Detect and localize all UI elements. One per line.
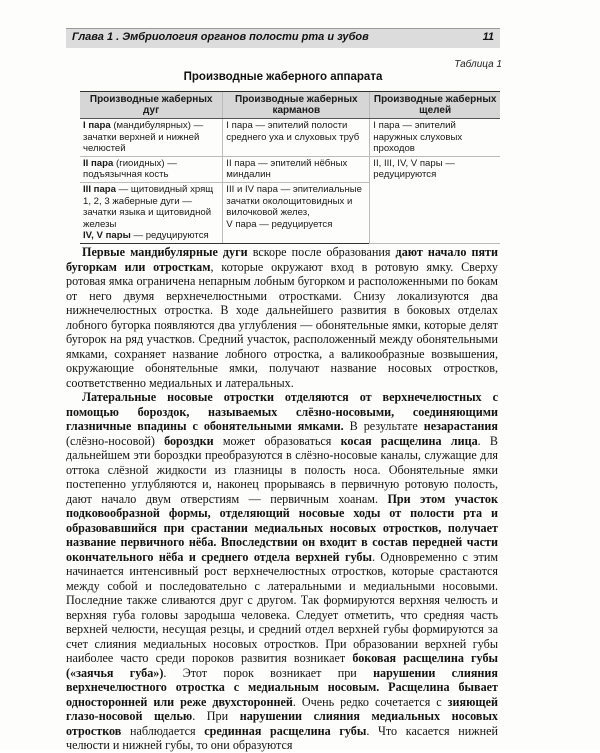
chapter-title: Глава 1 . Эмбриология органов полости рта и зубов <box>72 31 369 43</box>
table-cell <box>223 182 370 243</box>
cell-text: V пара — редуцируется <box>226 218 333 230</box>
cell-bold-label: II пара <box>83 157 114 169</box>
bold-run: нарушении слияния медиальных носовых отростков <box>66 709 498 738</box>
text-run: . В дальнейшем эти бороздки преобразуются в слёзно-носовые каналы, служащие для оттока слёзной жидкости из глазницы в полость носа. Обонятельные ямки постепенно углубляются и, наконец прорываясь в первичную ротовую полость, дают начало двум отверстиям — первичным хоанам. <box>66 433 498 506</box>
cell-text: — редуцируются <box>133 230 209 242</box>
table-cell <box>80 119 223 157</box>
bold-run: дают начало пяти бугоркам или отросткам <box>66 245 498 274</box>
text-run: В результате <box>343 419 424 433</box>
text-run: . Этот порок возникает при <box>163 665 374 680</box>
table-row <box>80 156 500 182</box>
table-cell: I пара — эпителий наружных слуховых проходов <box>370 119 500 157</box>
cell-bold-label: I пара <box>83 120 111 131</box>
paragraph <box>66 390 498 753</box>
table-cell: II пара — эпителий нёбных миндалин <box>223 156 370 182</box>
page-number: 11 <box>482 31 494 43</box>
table-cell <box>80 182 223 243</box>
cell-text: (мандибулярных) — зачатки верхней и нижней челюстей <box>83 120 204 155</box>
bold-run: боковая расщелина губы («заячья губа») <box>66 651 498 680</box>
bold-run: Латеральные носовые отростки отделяются от верхнечелюстных с помощью бороздок, называемых слёзно-носовыми, соединяющими глазничные впадины с обонятельными ямками. <box>66 390 498 433</box>
cell-bold-label: IV, V пары <box>83 230 131 242</box>
table-cell <box>80 156 223 182</box>
text-run: наблюдается <box>121 723 205 738</box>
text-run: . Что касается нижней челюсти и нижней губы, то они образуются <box>66 723 498 752</box>
cell-text: — щитовидный хрящ 1, 2, 3 жаберные дуги — зачатки языка и щитовидной железы <box>83 183 214 230</box>
column-header: Производные жаберных щелей <box>370 92 500 119</box>
cell-text: (гиоидных) — подъязычная кость <box>83 157 177 181</box>
cell-bold-label: III пара <box>83 183 116 195</box>
bold-run: зияющей глазо-носовой щелью <box>66 694 498 723</box>
table-cell: I пара — эпителий полости среднего уха и слуховых труб <box>223 119 370 157</box>
running-header <box>66 28 500 48</box>
bold-run: Первые мандибулярные дуги <box>82 245 248 259</box>
bold-run: При этом участок подковообразной формы, отделяющий носовые ходы от полости рта и образовавшийся при срастании медиальных носовых отростков, получает название первичного нёба. Впоследствии он входит в состав передней части окончательного нёба и среднего отдела верхней губы <box>66 491 498 564</box>
text-run: . Очень редко сочетается с <box>292 694 448 709</box>
bold-run: бороздки <box>164 433 214 448</box>
text-run: . При <box>192 709 240 723</box>
column-header: Производные жаберных дуг <box>80 92 223 119</box>
text-run: может образоваться <box>213 433 341 448</box>
bold-run: срединная расщелина губы <box>204 723 367 738</box>
bold-run: косая расщелина лица <box>340 433 478 448</box>
text-run: . Одновременно с этим начинается интенсивный рост верхнечелюстных отростков, которые срастаются между собой и последовательно с латеральными и медиальными носовыми. Последние также сливаются друг с другом. Так формируются верхняя челюсть и верхняя губа головы зародыша человека. Следует отметить, что средняя часть верхней челюсти, несущая резцы, и средний отдел верхней губы формируются за счет слияния медиальных носовых отростков. При образовании верхней губы наиболее часто среди пороков развития возникает <box>66 549 499 665</box>
text-run: , которые окружают вход в ротовую ямку. Сверху ротовая ямка ограничена непарным лобным бугорком и расположенными по бокам от него двумя верхнечелюстными отростками. Снизу локализуются два нижнечелюстных отростка. В ходе дальнейшего развития в боковых отделах лобного бугорка появляются два углубления — обонятельные ямки, которые делят бугорок на ряд участков. Средний участок, расположенный между обонятельными ямками, сохраняет название лобного отростка, а валикообразные возвышения, окружающие обонятельные ямки, получают название носовых отростков, соответственно медиальных и латеральных. <box>66 259 498 390</box>
bold-run: незарастания <box>423 419 498 433</box>
paragraph <box>66 245 498 390</box>
table-label: Таблица 1 <box>454 59 502 70</box>
derivatives-table <box>80 91 500 244</box>
table-title: Производные жаберного аппарата <box>183 71 383 83</box>
text-run: (слёзно-носовой) <box>66 433 165 448</box>
bold-run: нарушении слияния верхнечелюстного отростка с медиальным носовым. Расщелина бывает односторонней или реже двухсторонней <box>66 665 498 709</box>
text-run: вскоре после образования <box>247 245 396 259</box>
table-cell: II, III, IV, V пары — редуцируются <box>370 156 500 243</box>
table-row <box>80 119 500 157</box>
cell-text: III и IV пара — эпителиальные зачатки околощитовидных и вилочковой желез, <box>226 183 363 219</box>
column-header: Производные жаберных карманов <box>223 92 370 119</box>
body-text <box>66 245 498 753</box>
table-header-row <box>80 92 500 119</box>
